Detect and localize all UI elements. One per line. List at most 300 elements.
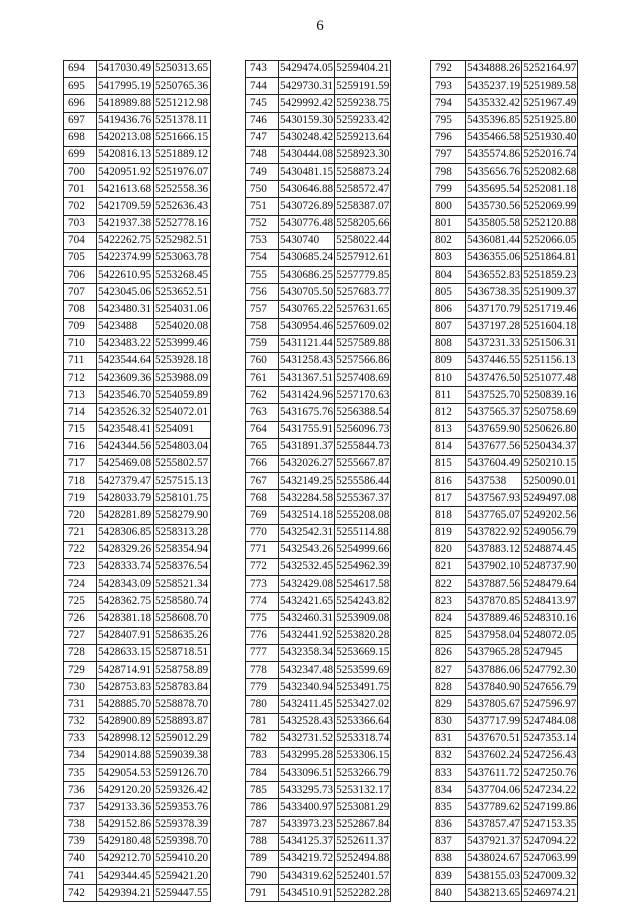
x-coordinate-cell: 5428343.09: [97, 576, 154, 593]
x-coordinate-cell: 5429133.36: [97, 799, 154, 816]
y-coordinate-cell: 5258718.51: [154, 644, 211, 661]
x-coordinate-cell: 5437789.62: [466, 799, 522, 816]
y-coordinate-cell: 5250626.80: [522, 421, 578, 438]
y-coordinate-cell: 5259191.59: [335, 78, 391, 95]
table-row: [64, 352, 211, 369]
y-coordinate-cell: 5252982.51: [154, 232, 211, 249]
y-coordinate-cell: 5258873.24: [335, 164, 391, 181]
y-coordinate-cell: 5252164.97: [522, 61, 578, 78]
y-coordinate-cell: 5247250.76: [522, 765, 578, 782]
point-number-cell: 746: [246, 112, 279, 129]
x-coordinate-cell: 5432411.45: [279, 696, 335, 713]
y-coordinate-cell: 5258923.30: [335, 146, 391, 163]
point-number-cell: 720: [64, 507, 97, 524]
y-coordinate-cell: 5259213.64: [335, 129, 391, 146]
x-coordinate-cell: 5428381.18: [97, 610, 154, 627]
point-number-cell: 773: [246, 576, 279, 593]
y-coordinate-cell: 5248413.97: [522, 593, 578, 610]
point-number-cell: 708: [64, 301, 97, 318]
x-coordinate-cell: 5422610.95: [97, 267, 154, 284]
x-coordinate-cell: 5435237.19: [466, 78, 522, 95]
x-coordinate-cell: 5425469.08: [97, 455, 154, 472]
y-coordinate-cell: 5248072.05: [522, 627, 578, 644]
x-coordinate-cell: 5437870.85: [466, 593, 522, 610]
y-coordinate-cell: 5256096.73: [335, 421, 391, 438]
x-coordinate-cell: 5433400.97: [279, 799, 335, 816]
y-coordinate-cell: 5247256.43: [522, 747, 578, 764]
table-row: [64, 112, 211, 129]
x-coordinate-cell: 5429730.31: [279, 78, 335, 95]
y-coordinate-cell: 5253427.02: [335, 696, 391, 713]
point-number-cell: 767: [246, 473, 279, 490]
table-row: [64, 129, 211, 146]
y-coordinate-cell: 5253599.69: [335, 662, 391, 679]
x-coordinate-cell: 5428998.12: [97, 730, 154, 747]
table-row: [246, 284, 391, 301]
x-coordinate-cell: 5437602.24: [466, 747, 522, 764]
y-coordinate-cell: 5247063.99: [522, 850, 578, 867]
y-coordinate-cell: 5250313.65: [154, 61, 211, 78]
point-number-cell: 807: [431, 318, 466, 335]
point-number-cell: 813: [431, 421, 466, 438]
table-row: [431, 267, 578, 284]
point-number-cell: 737: [64, 799, 97, 816]
y-coordinate-cell: 5258022.44: [335, 232, 391, 249]
point-number-cell: 829: [431, 696, 466, 713]
y-coordinate-cell: 5252611.37: [335, 833, 391, 850]
point-number-cell: 794: [431, 95, 466, 112]
table-row: [246, 181, 391, 198]
x-coordinate-cell: 5435466.58: [466, 129, 522, 146]
point-number-cell: 735: [64, 765, 97, 782]
point-number-cell: 740: [64, 850, 97, 867]
x-coordinate-cell: 5422262.75: [97, 232, 154, 249]
y-coordinate-cell: 5251156.13: [522, 352, 578, 369]
table-row: [64, 679, 211, 696]
table-row: [64, 644, 211, 661]
point-number-cell: 714: [64, 404, 97, 421]
y-coordinate-cell: 5258101.75: [154, 490, 211, 507]
table-row: [246, 95, 391, 112]
table-row: [246, 335, 391, 352]
y-coordinate-cell: 5253669.15: [335, 644, 391, 661]
y-coordinate-cell: 5259421.20: [154, 868, 211, 885]
table-row: [246, 799, 391, 816]
y-coordinate-cell: 5257683.77: [335, 284, 391, 301]
y-coordinate-cell: 5254072.01: [154, 404, 211, 421]
table-row: [246, 730, 391, 747]
x-coordinate-cell: 5433096.51: [279, 765, 335, 782]
x-coordinate-cell: 5437958.04: [466, 627, 522, 644]
table-row: [64, 662, 211, 679]
x-coordinate-cell: 5419436.76: [97, 112, 154, 129]
table-row: [431, 850, 578, 867]
point-number-cell: 704: [64, 232, 97, 249]
table-row: [246, 455, 391, 472]
x-coordinate-cell: 5430481.15: [279, 164, 335, 181]
point-number-cell: 818: [431, 507, 466, 524]
table-row: [246, 782, 391, 799]
table-row: [431, 730, 578, 747]
x-coordinate-cell: 5421937.38: [97, 215, 154, 232]
y-coordinate-cell: 5257779.85: [335, 267, 391, 284]
x-coordinate-cell: 5423544.64: [97, 352, 154, 369]
x-coordinate-cell: 5438024.67: [466, 850, 522, 867]
point-number-cell: 760: [246, 352, 279, 369]
x-coordinate-cell: 5432460.31: [279, 610, 335, 627]
x-coordinate-cell: 5437476.50: [466, 370, 522, 387]
table-row: [64, 267, 211, 284]
table-row: [246, 610, 391, 627]
table-row: [431, 747, 578, 764]
table-row: [431, 593, 578, 610]
y-coordinate-cell: 5251212.98: [154, 95, 211, 112]
y-coordinate-cell: 5259353.76: [154, 799, 211, 816]
point-number-cell: 696: [64, 95, 97, 112]
table-row: [431, 352, 578, 369]
x-coordinate-cell: 5437889.46: [466, 610, 522, 627]
table-row: [64, 95, 211, 112]
y-coordinate-cell: 5253999.46: [154, 335, 211, 352]
table-row: [246, 507, 391, 524]
point-number-cell: 780: [246, 696, 279, 713]
point-number-cell: 743: [246, 61, 279, 78]
x-coordinate-cell: 5435730.56: [466, 198, 522, 215]
table-row: [64, 524, 211, 541]
x-coordinate-cell: 5428885.70: [97, 696, 154, 713]
table-row: [431, 95, 578, 112]
x-coordinate-cell: 5421613.68: [97, 181, 154, 198]
table-row: [246, 713, 391, 730]
x-coordinate-cell: 5433295.73: [279, 782, 335, 799]
y-coordinate-cell: 5258878.70: [154, 696, 211, 713]
table-row: [246, 215, 391, 232]
table-row: [246, 146, 391, 163]
y-coordinate-cell: 5252066.05: [522, 232, 578, 249]
x-coordinate-cell: 5431755.91: [279, 421, 335, 438]
y-coordinate-cell: 5258758.89: [154, 662, 211, 679]
point-number-cell: 795: [431, 112, 466, 129]
point-number-cell: 700: [64, 164, 97, 181]
point-number-cell: 825: [431, 627, 466, 644]
point-number-cell: 742: [64, 885, 97, 902]
y-coordinate-cell: 5255667.87: [335, 455, 391, 472]
y-coordinate-cell: 5258376.54: [154, 558, 211, 575]
point-number-cell: 822: [431, 576, 466, 593]
x-coordinate-cell: 5432995.28: [279, 747, 335, 764]
x-coordinate-cell: 5428033.79: [97, 490, 154, 507]
table-row: [246, 164, 391, 181]
y-coordinate-cell: 5257609.02: [335, 318, 391, 335]
x-coordinate-cell: 5423483.22: [97, 335, 154, 352]
y-coordinate-cell: 5251967.49: [522, 95, 578, 112]
table-row: [431, 146, 578, 163]
point-number-cell: 778: [246, 662, 279, 679]
point-number-cell: 754: [246, 249, 279, 266]
table-row: [64, 868, 211, 885]
point-number-cell: 786: [246, 799, 279, 816]
table-row: [431, 438, 578, 455]
point-number-cell: 805: [431, 284, 466, 301]
x-coordinate-cell: 5432543.26: [279, 541, 335, 558]
point-number-cell: 799: [431, 181, 466, 198]
table-row: [246, 696, 391, 713]
table-row: [246, 198, 391, 215]
table-row: [431, 249, 578, 266]
table-row: [431, 662, 578, 679]
point-number-cell: 796: [431, 129, 466, 146]
table-row: [64, 576, 211, 593]
x-coordinate-cell: 5434319.62: [279, 868, 335, 885]
y-coordinate-cell: 5258279.90: [154, 507, 211, 524]
point-number-cell: 730: [64, 679, 97, 696]
x-coordinate-cell: 5437902.10: [466, 558, 522, 575]
point-number-cell: 750: [246, 181, 279, 198]
y-coordinate-cell: 5247094.22: [522, 833, 578, 850]
y-coordinate-cell: 5246974.21: [522, 885, 578, 902]
y-coordinate-cell: 5251889.12: [154, 146, 211, 163]
table-row: [64, 232, 211, 249]
table-row: [64, 78, 211, 95]
x-coordinate-cell: 5437883.12: [466, 541, 522, 558]
table-row: [246, 78, 391, 95]
y-coordinate-cell: 5258893.87: [154, 713, 211, 730]
point-number-cell: 781: [246, 713, 279, 730]
point-number-cell: 764: [246, 421, 279, 438]
x-coordinate-cell: 5430705.50: [279, 284, 335, 301]
x-coordinate-cell: 5428753.83: [97, 679, 154, 696]
x-coordinate-cell: 5429394.21: [97, 885, 154, 902]
point-number-cell: 725: [64, 593, 97, 610]
y-coordinate-cell: 5253063.78: [154, 249, 211, 266]
x-coordinate-cell: 5423488: [97, 318, 154, 335]
x-coordinate-cell: 5432340.94: [279, 679, 335, 696]
x-coordinate-cell: 5432421.65: [279, 593, 335, 610]
table-row: [246, 524, 391, 541]
x-coordinate-cell: 5428306.85: [97, 524, 154, 541]
x-coordinate-cell: 5423548.41: [97, 421, 154, 438]
x-coordinate-cell: 5428362.75: [97, 593, 154, 610]
x-coordinate-cell: 5437717.99: [466, 713, 522, 730]
x-coordinate-cell: 5429212.70: [97, 850, 154, 867]
table-row: [246, 112, 391, 129]
x-coordinate-cell: 5437538: [466, 473, 522, 490]
table-row: [431, 696, 578, 713]
table-row: [431, 541, 578, 558]
y-coordinate-cell: 5253988.09: [154, 370, 211, 387]
table-row: [246, 868, 391, 885]
x-coordinate-cell: 5437887.56: [466, 576, 522, 593]
point-number-cell: 835: [431, 799, 466, 816]
x-coordinate-cell: 5428333.74: [97, 558, 154, 575]
point-number-cell: 734: [64, 747, 97, 764]
table-row: [64, 215, 211, 232]
y-coordinate-cell: 5248737.90: [522, 558, 578, 575]
point-number-cell: 736: [64, 782, 97, 799]
y-coordinate-cell: 5250758.69: [522, 404, 578, 421]
point-number-cell: 703: [64, 215, 97, 232]
x-coordinate-cell: 5424344.56: [97, 438, 154, 455]
table-row: [431, 816, 578, 833]
x-coordinate-cell: 5435695.54: [466, 181, 522, 198]
y-coordinate-cell: 5255586.44: [335, 473, 391, 490]
table-row: [431, 765, 578, 782]
point-number-cell: 717: [64, 455, 97, 472]
y-coordinate-cell: 5255844.73: [335, 438, 391, 455]
x-coordinate-cell: 5432731.52: [279, 730, 335, 747]
x-coordinate-cell: 5430444.08: [279, 146, 335, 163]
table-row: [431, 713, 578, 730]
table-row: [246, 352, 391, 369]
x-coordinate-cell: 5434510.91: [279, 885, 335, 902]
table-row: [64, 782, 211, 799]
point-number-cell: 726: [64, 610, 97, 627]
y-coordinate-cell: 5248874.45: [522, 541, 578, 558]
table-row: [64, 198, 211, 215]
table-row: [64, 455, 211, 472]
table-row: [431, 61, 578, 78]
y-coordinate-cell: 5252082.68: [522, 164, 578, 181]
y-coordinate-cell: 5255802.57: [154, 455, 211, 472]
x-coordinate-cell: 5437765.07: [466, 507, 522, 524]
table-row: [64, 249, 211, 266]
y-coordinate-cell: 5255208.08: [335, 507, 391, 524]
table-row: [246, 662, 391, 679]
table-row: [431, 387, 578, 404]
x-coordinate-cell: 5430685.24: [279, 249, 335, 266]
table-row: [246, 747, 391, 764]
point-number-cell: 808: [431, 335, 466, 352]
y-coordinate-cell: 5252558.36: [154, 181, 211, 198]
y-coordinate-cell: 5259012.29: [154, 730, 211, 747]
point-number-cell: 817: [431, 490, 466, 507]
table-row: [431, 799, 578, 816]
point-number-cell: 830: [431, 713, 466, 730]
y-coordinate-cell: 5257912.61: [335, 249, 391, 266]
x-coordinate-cell: 5430740: [279, 232, 335, 249]
point-number-cell: 809: [431, 352, 466, 369]
table-row: [431, 473, 578, 490]
table-row: [431, 301, 578, 318]
y-coordinate-cell: 5258205.66: [335, 215, 391, 232]
table-row: [431, 335, 578, 352]
y-coordinate-cell: 5247792.30: [522, 662, 578, 679]
x-coordinate-cell: 5423480.31: [97, 301, 154, 318]
y-coordinate-cell: 5258608.70: [154, 610, 211, 627]
table-row: [64, 850, 211, 867]
y-coordinate-cell: 5259126.70: [154, 765, 211, 782]
table-row: [431, 576, 578, 593]
x-coordinate-cell: 5432284.58: [279, 490, 335, 507]
x-coordinate-cell: 5435332.42: [466, 95, 522, 112]
point-number-cell: 757: [246, 301, 279, 318]
point-number-cell: 800: [431, 198, 466, 215]
y-coordinate-cell: 5250765.36: [154, 78, 211, 95]
y-coordinate-cell: 5253909.08: [335, 610, 391, 627]
x-coordinate-cell: 5428633.15: [97, 644, 154, 661]
point-number-cell: 838: [431, 850, 466, 867]
y-coordinate-cell: 5258313.28: [154, 524, 211, 541]
table-row: [64, 387, 211, 404]
y-coordinate-cell: 5249056.79: [522, 524, 578, 541]
x-coordinate-cell: 5436552.83: [466, 267, 522, 284]
coordinates-table-3: [430, 60, 578, 902]
x-coordinate-cell: 5437231.33: [466, 335, 522, 352]
point-number-cell: 774: [246, 593, 279, 610]
x-coordinate-cell: 5432149.25: [279, 473, 335, 490]
y-coordinate-cell: 5251604.18: [522, 318, 578, 335]
point-number-cell: 824: [431, 610, 466, 627]
y-coordinate-cell: 5253306.15: [335, 747, 391, 764]
point-number-cell: 707: [64, 284, 97, 301]
x-coordinate-cell: 5430159.30: [279, 112, 335, 129]
point-number-cell: 791: [246, 885, 279, 902]
point-number-cell: 723: [64, 558, 97, 575]
point-number-cell: 698: [64, 129, 97, 146]
x-coordinate-cell: 5437921.37: [466, 833, 522, 850]
table-row: [64, 816, 211, 833]
y-coordinate-cell: 5251930.40: [522, 129, 578, 146]
y-coordinate-cell: 5251925.80: [522, 112, 578, 129]
x-coordinate-cell: 5437659.90: [466, 421, 522, 438]
table-row: [431, 370, 578, 387]
point-number-cell: 839: [431, 868, 466, 885]
point-number-cell: 731: [64, 696, 97, 713]
table-row: [246, 301, 391, 318]
point-number-cell: 710: [64, 335, 97, 352]
point-number-cell: 748: [246, 146, 279, 163]
x-coordinate-cell: 5428329.26: [97, 541, 154, 558]
point-number-cell: 728: [64, 644, 97, 661]
point-number-cell: 744: [246, 78, 279, 95]
y-coordinate-cell: 5254962.39: [335, 558, 391, 575]
table-row: [246, 232, 391, 249]
point-number-cell: 701: [64, 181, 97, 198]
table-row: [431, 782, 578, 799]
table-row: [431, 833, 578, 850]
table-row: [246, 541, 391, 558]
table-row: [64, 404, 211, 421]
y-coordinate-cell: 5252282.28: [335, 885, 391, 902]
y-coordinate-cell: 5248479.64: [522, 576, 578, 593]
x-coordinate-cell: 5423609.36: [97, 370, 154, 387]
y-coordinate-cell: 5253820.28: [335, 627, 391, 644]
y-coordinate-cell: 5252120.88: [522, 215, 578, 232]
point-number-cell: 783: [246, 747, 279, 764]
table-row: [246, 129, 391, 146]
x-coordinate-cell: 5429152.86: [97, 816, 154, 833]
x-coordinate-cell: 5437565.37: [466, 404, 522, 421]
point-number-cell: 745: [246, 95, 279, 112]
x-coordinate-cell: 5428407.91: [97, 627, 154, 644]
point-number-cell: 803: [431, 249, 466, 266]
y-coordinate-cell: 5251666.15: [154, 129, 211, 146]
y-coordinate-cell: 5259398.70: [154, 833, 211, 850]
table-row: [64, 370, 211, 387]
table-row: [246, 267, 391, 284]
x-coordinate-cell: 5437446.55: [466, 352, 522, 369]
table-row: [431, 284, 578, 301]
y-coordinate-cell: 5253318.74: [335, 730, 391, 747]
y-coordinate-cell: 5258580.74: [154, 593, 211, 610]
point-number-cell: 699: [64, 146, 97, 163]
x-coordinate-cell: 5417995.19: [97, 78, 154, 95]
table-row: [246, 850, 391, 867]
x-coordinate-cell: 5420213.08: [97, 129, 154, 146]
table-row: [431, 404, 578, 421]
table-row: [246, 593, 391, 610]
x-coordinate-cell: 5432528.43: [279, 713, 335, 730]
